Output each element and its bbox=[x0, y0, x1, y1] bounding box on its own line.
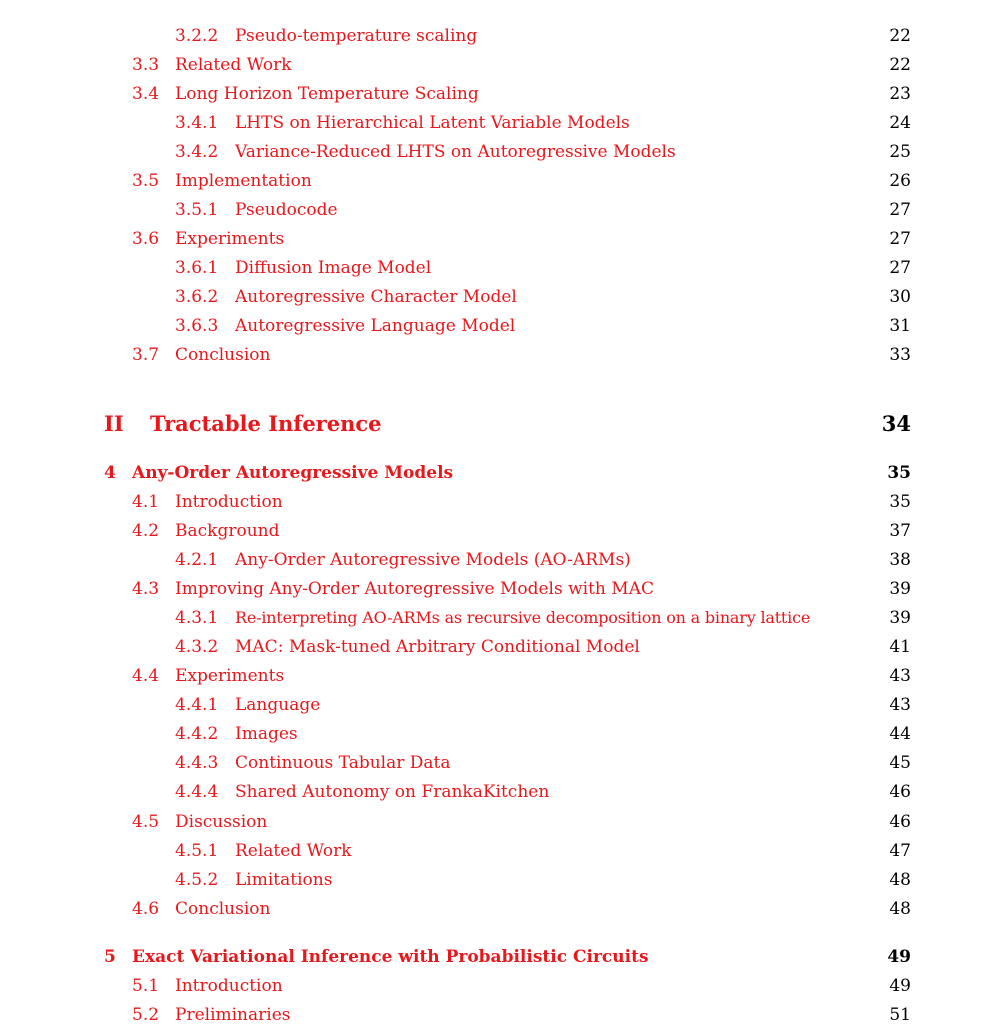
toc-chapter-5[interactable] bbox=[0, 945, 1000, 969]
toc-entry-page: 44 bbox=[889, 724, 911, 744]
toc-entry-page: 22 bbox=[889, 26, 911, 46]
toc-entry-number[interactable]: 3.4 bbox=[132, 84, 160, 104]
toc-entry-3-3[interactable] bbox=[0, 53, 1000, 77]
toc-entry-page: 30 bbox=[889, 287, 911, 307]
toc-entry-number[interactable]: 4.2 bbox=[132, 521, 160, 541]
toc-entry-title[interactable]: Experiments bbox=[175, 227, 288, 251]
toc-entry-page: 22 bbox=[889, 55, 911, 75]
toc-entry-3-5-1[interactable] bbox=[0, 198, 1000, 222]
toc-entry-number[interactable]: 3.4.2 bbox=[175, 142, 219, 162]
toc-entry-4-2-1[interactable] bbox=[0, 548, 1000, 572]
toc-entry-4-3-1[interactable] bbox=[0, 606, 1000, 630]
toc-entry-page: 48 bbox=[889, 899, 911, 919]
toc-part-page: 34 bbox=[881, 411, 911, 436]
toc-entry-page: 46 bbox=[889, 782, 911, 802]
toc-entry-page: 51 bbox=[889, 1005, 911, 1025]
toc-entry-title[interactable]: Conclusion bbox=[175, 897, 274, 921]
toc-entry-page: 27 bbox=[889, 200, 911, 220]
toc-entry-page: 27 bbox=[889, 229, 911, 249]
toc-entry-page: 26 bbox=[889, 171, 911, 191]
toc-entry-title[interactable]: Re-interpreting AO-ARMs as recursive decomposition on a binary lattice bbox=[235, 606, 814, 630]
toc-entry-4-4[interactable] bbox=[0, 664, 1000, 688]
toc-entry-page: 47 bbox=[889, 841, 911, 861]
toc-entry-title[interactable]: Experiments bbox=[175, 664, 288, 688]
toc-chapter-4[interactable] bbox=[0, 461, 1000, 485]
toc-entry-number[interactable]: 4.1 bbox=[132, 492, 160, 512]
toc-entry-number[interactable]: 4.5 bbox=[132, 812, 160, 832]
toc-entry-page: 48 bbox=[889, 870, 911, 890]
toc-entry-title[interactable]: Language bbox=[235, 693, 324, 717]
toc-entry-title[interactable]: Autoregressive Character Model bbox=[235, 285, 521, 309]
toc-entry-number[interactable]: 3.2.2 bbox=[175, 26, 219, 46]
toc-entry-title[interactable]: Related Work bbox=[235, 839, 356, 863]
toc-entry-4-2[interactable] bbox=[0, 519, 1000, 543]
toc-entry-title[interactable]: LHTS on Hierarchical Latent Variable Models bbox=[235, 111, 634, 135]
toc-part-ii[interactable] bbox=[0, 410, 1000, 438]
toc-entry-title[interactable]: Long Horizon Temperature Scaling bbox=[175, 82, 483, 106]
toc-entry-page: 24 bbox=[889, 113, 911, 133]
toc-entry-3-6-3[interactable] bbox=[0, 314, 1000, 338]
toc-entry-title[interactable]: Pseudocode bbox=[235, 198, 342, 222]
toc-part-number[interactable]: II bbox=[104, 411, 124, 436]
toc-entry-title[interactable]: Continuous Tabular Data bbox=[235, 751, 455, 775]
toc-entry-page: 43 bbox=[889, 666, 911, 686]
toc-entry-4-3-2[interactable] bbox=[0, 635, 1000, 659]
toc-entry-3-4[interactable] bbox=[0, 82, 1000, 106]
toc-entry-page: 39 bbox=[889, 608, 911, 628]
toc-entry-page: 37 bbox=[889, 521, 911, 541]
toc-entry-number[interactable]: 4.4 bbox=[132, 666, 160, 686]
toc-entry-4-4-3[interactable] bbox=[0, 751, 1000, 775]
toc-entry-page: 25 bbox=[889, 142, 911, 162]
toc-entry-number[interactable]: 3.5.1 bbox=[175, 200, 219, 220]
toc-entry-number[interactable]: 3.6.3 bbox=[175, 316, 219, 336]
toc-entry-number[interactable]: 4.6 bbox=[132, 899, 160, 919]
toc-entry-number[interactable]: 5.2 bbox=[132, 1005, 160, 1025]
toc-entry-page: 39 bbox=[889, 579, 911, 599]
toc-entry-3-6-1[interactable] bbox=[0, 256, 1000, 280]
toc-entry-3-5[interactable] bbox=[0, 169, 1000, 193]
toc-entry-number[interactable]: 4.4.4 bbox=[175, 782, 219, 802]
toc-entry-title[interactable]: Implementation bbox=[175, 169, 316, 193]
toc-entry-3-4-1[interactable] bbox=[0, 111, 1000, 135]
toc-entry-3-6[interactable] bbox=[0, 227, 1000, 251]
toc-entry-title[interactable]: Any-Order Autoregressive Models (AO-ARMs) bbox=[235, 548, 635, 572]
toc-entry-5-2[interactable] bbox=[0, 1003, 1000, 1027]
toc-entry-title[interactable]: Introduction bbox=[175, 974, 287, 998]
toc-entry-page: 23 bbox=[889, 84, 911, 104]
toc-entry-number[interactable]: 3.6.2 bbox=[175, 287, 219, 307]
toc-entry-4-1[interactable] bbox=[0, 490, 1000, 514]
toc-chapter-number[interactable]: 5 bbox=[104, 947, 116, 967]
toc-entry-number[interactable]: 4.4.1 bbox=[175, 695, 219, 715]
toc-chapter-title[interactable]: Exact Variational Inference with Probabilistic Circuits bbox=[132, 945, 653, 969]
toc-entry-page: 38 bbox=[889, 550, 911, 570]
toc-entry-4-5-2[interactable] bbox=[0, 868, 1000, 892]
toc-entry-page: 27 bbox=[889, 258, 911, 278]
toc-entry-number[interactable]: 3.6 bbox=[132, 229, 160, 249]
toc-entry-number[interactable]: 4.4.3 bbox=[175, 753, 219, 773]
toc-entry-number[interactable]: 4.3.1 bbox=[175, 608, 219, 628]
toc-entry-page: 33 bbox=[889, 345, 911, 365]
toc-entry-page: 46 bbox=[889, 812, 911, 832]
toc-entry-title[interactable]: Variance-Reduced LHTS on Autoregressive Models bbox=[235, 140, 680, 164]
toc-entry-number[interactable]: 3.7 bbox=[132, 345, 160, 365]
toc-entry-4-5[interactable] bbox=[0, 810, 1000, 834]
toc-chapter-number[interactable]: 4 bbox=[104, 463, 116, 483]
toc-entry-number[interactable]: 4.3.2 bbox=[175, 637, 219, 657]
toc-entry-number[interactable]: 3.5 bbox=[132, 171, 160, 191]
toc-entry-page: 41 bbox=[889, 637, 911, 657]
toc-entry-3-4-2[interactable] bbox=[0, 140, 1000, 164]
toc-entry-number[interactable]: 4.2.1 bbox=[175, 550, 219, 570]
toc-entry-number[interactable]: 5.1 bbox=[132, 976, 160, 996]
toc-entry-number[interactable]: 4.5.1 bbox=[175, 841, 219, 861]
toc-entry-number[interactable]: 4.4.2 bbox=[175, 724, 219, 744]
toc-chapter-page: 35 bbox=[887, 463, 911, 483]
toc-entry-page: 43 bbox=[889, 695, 911, 715]
toc-chapter-title[interactable]: Any-Order Autoregressive Models bbox=[132, 461, 457, 485]
toc-entry-page: 49 bbox=[889, 976, 911, 996]
toc-entry-title[interactable]: Introduction bbox=[175, 490, 287, 514]
toc-entry-title[interactable]: Background bbox=[175, 519, 283, 543]
toc-entry-title[interactable]: Limitations bbox=[235, 868, 336, 892]
toc-entry-number[interactable]: 3.6.1 bbox=[175, 258, 219, 278]
toc-entry-title[interactable]: Pseudo-temperature scaling bbox=[235, 24, 481, 48]
toc-entry-title[interactable]: Improving Any-Order Autoregressive Models with MAC bbox=[175, 577, 658, 601]
toc-entry-number[interactable]: 3.4.1 bbox=[175, 113, 219, 133]
toc-entry-page: 45 bbox=[889, 753, 911, 773]
toc-entry-3-7[interactable] bbox=[0, 343, 1000, 367]
toc-entry-title[interactable]: Related Work bbox=[175, 53, 296, 77]
toc-entry-title[interactable]: Discussion bbox=[175, 810, 271, 834]
toc-entry-title[interactable]: Autoregressive Language Model bbox=[235, 314, 519, 338]
toc-entry-number[interactable]: 3.3 bbox=[132, 55, 160, 75]
toc-entry-4-4-1[interactable] bbox=[0, 693, 1000, 717]
toc-entry-4-4-2[interactable] bbox=[0, 722, 1000, 746]
toc-entry-number[interactable]: 4.5.2 bbox=[175, 870, 219, 890]
toc-entry-title[interactable]: Shared Autonomy on FrankaKitchen bbox=[235, 780, 553, 804]
toc-entry-page: 31 bbox=[889, 316, 911, 336]
toc-entry-title[interactable]: Diffusion Image Model bbox=[235, 256, 435, 280]
toc-entry-5-1[interactable] bbox=[0, 974, 1000, 998]
toc-entry-4-6[interactable] bbox=[0, 897, 1000, 921]
toc-entry-number[interactable]: 4.3 bbox=[132, 579, 160, 599]
toc-entry-page: 35 bbox=[889, 492, 911, 512]
toc-entry-3-6-2[interactable] bbox=[0, 285, 1000, 309]
toc-part-title[interactable]: Tractable Inference bbox=[150, 410, 386, 438]
toc-entry-4-4-4[interactable] bbox=[0, 780, 1000, 804]
toc-entry-3-2-2[interactable] bbox=[0, 24, 1000, 48]
toc-entry-title[interactable]: Preliminaries bbox=[175, 1003, 295, 1027]
toc-entry-title[interactable]: MAC: Mask-tuned Arbitrary Conditional Model bbox=[235, 635, 644, 659]
toc-chapter-page: 49 bbox=[887, 947, 911, 967]
toc-entry-title[interactable]: Images bbox=[235, 722, 302, 746]
toc-entry-4-5-1[interactable] bbox=[0, 839, 1000, 863]
toc-entry-4-3[interactable] bbox=[0, 577, 1000, 601]
toc-entry-title[interactable]: Conclusion bbox=[175, 343, 274, 367]
